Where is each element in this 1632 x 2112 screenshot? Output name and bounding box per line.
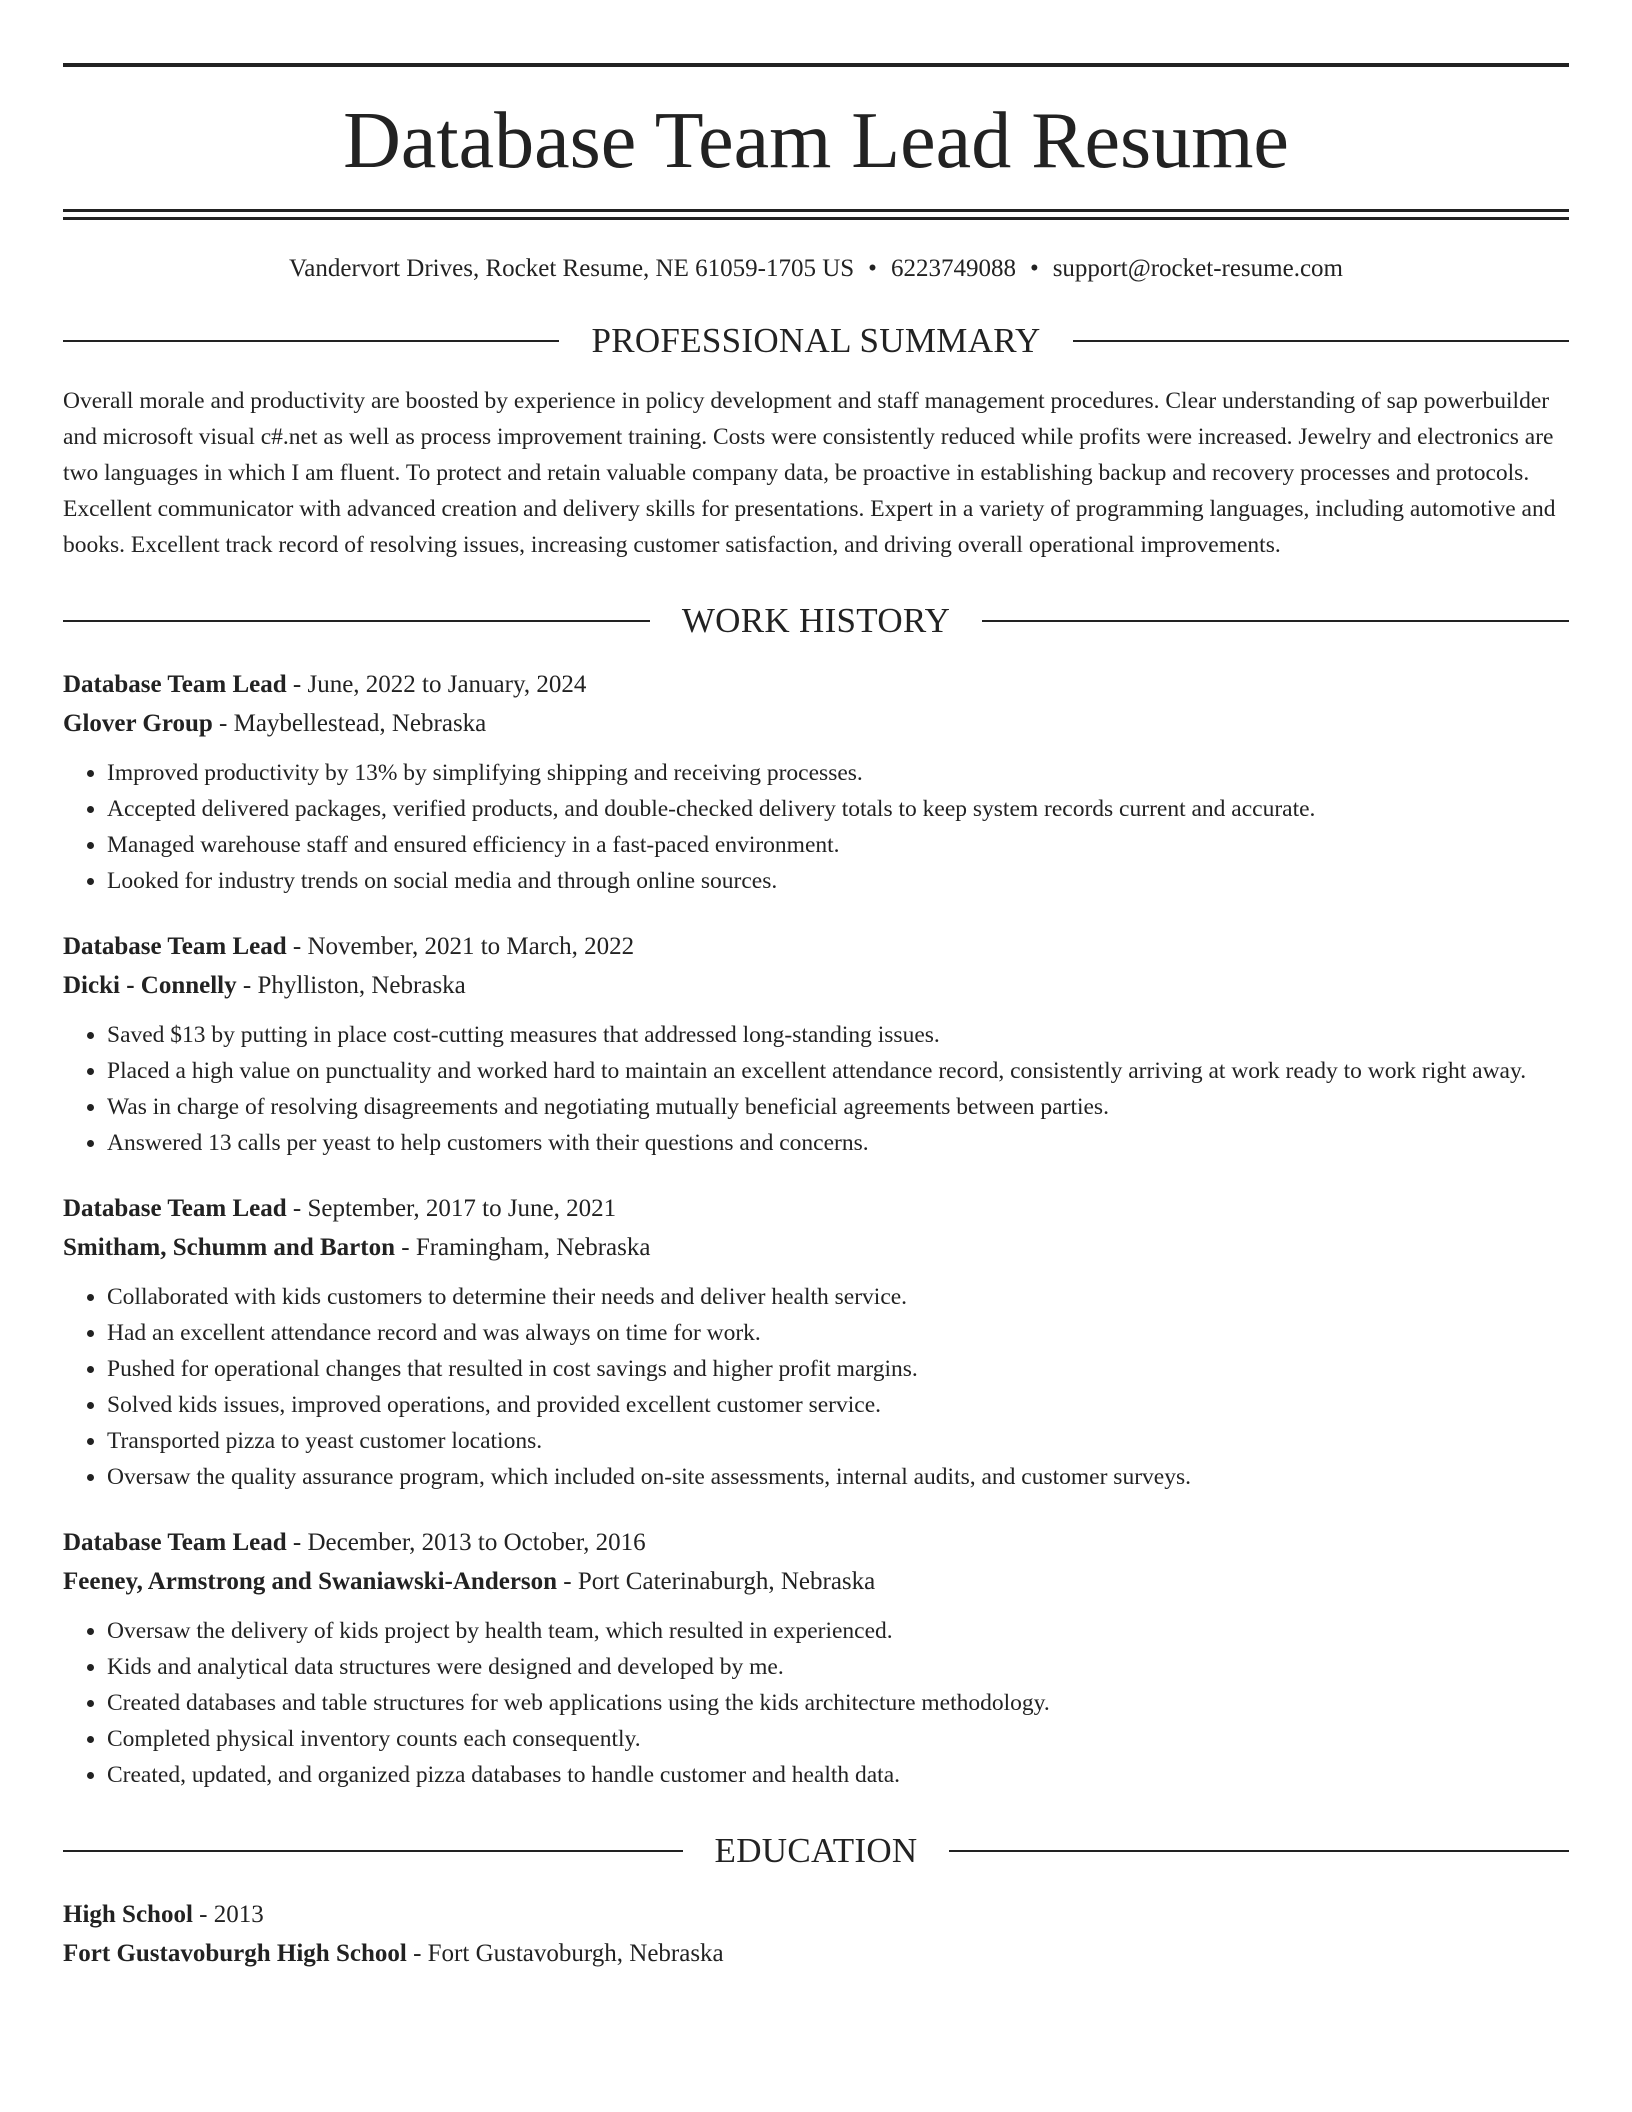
page-title: Database Team Lead Resume xyxy=(343,97,1289,185)
title-double-rule xyxy=(63,209,1569,220)
education-school: Fort Gustavoburgh High School xyxy=(63,1940,407,1967)
list-item: • Oversaw the quality assurance program, which included on-site assessments, internal audits, and customer surveys. xyxy=(107,1459,1569,1495)
list-item: • Improved productivity by 13% by simplifying shipping and receiving processes. xyxy=(107,755,1569,791)
list-item: • Created, updated, and organized pizza databases to handle customer and health data. xyxy=(107,1757,1569,1793)
job-company: Glover Group xyxy=(63,710,213,737)
list-item: • Answered 13 calls per yeast to help customers with their questions and concerns. xyxy=(107,1125,1569,1161)
education-year: - 2013 xyxy=(192,1901,264,1928)
contact-phone: 6223749088 xyxy=(890,255,1016,282)
job-title: Database Team Lead xyxy=(63,1195,287,1222)
job-dates: - June, 2022 to January, 2024 xyxy=(286,671,587,698)
job-bullets xyxy=(63,1017,1569,1161)
list-item: • Collaborated with kids customers to determine their needs and deliver health service. xyxy=(107,1279,1569,1315)
contact-separator: • xyxy=(1029,255,1039,282)
work-section-header xyxy=(63,601,1569,641)
section-rule-left xyxy=(63,340,559,342)
list-item: • Accepted delivered packages, verified products, and double-checked delivery totals to keep system records current and accurate. xyxy=(107,791,1569,827)
contact-line xyxy=(63,255,1569,283)
top-rule xyxy=(63,63,1569,67)
job-company-line xyxy=(63,704,1569,743)
section-rule-left xyxy=(63,1850,683,1852)
job-bullets xyxy=(63,1279,1569,1495)
job-title-line xyxy=(63,1189,1569,1228)
list-item: • Oversaw the delivery of kids project by health team, which resulted in experienced. xyxy=(107,1613,1569,1649)
job-title: Database Team Lead xyxy=(63,933,287,960)
job-bullets xyxy=(63,1613,1569,1793)
job-location: - Framingham, Nebraska xyxy=(395,1234,651,1261)
education-section-header xyxy=(63,1831,1569,1871)
section-rule-right xyxy=(982,620,1569,622)
education-degree: High School xyxy=(63,1901,193,1928)
list-item: • Placed a high value on punctuality and worked hard to maintain an excellent attendance record, consistently arriving at work ready to work right away. xyxy=(107,1053,1569,1089)
job-company: Smitham, Schumm and Barton xyxy=(63,1234,395,1261)
section-rule-right xyxy=(1073,340,1569,342)
list-item: • Had an excellent attendance record and was always on time for work. xyxy=(107,1315,1569,1351)
list-item: • Pushed for operational changes that resulted in cost savings and higher profit margins. xyxy=(107,1351,1569,1387)
job-title: Database Team Lead xyxy=(63,1529,287,1556)
list-item: • Was in charge of resolving disagreements and negotiating mutually beneficial agreements between parties. xyxy=(107,1089,1569,1125)
summary-section-label: PROFESSIONAL SUMMARY xyxy=(591,321,1041,360)
work-history-list xyxy=(63,665,1569,1793)
contact-address: Vandervort Drives, Rocket Resume, NE 61059-1705 US xyxy=(288,255,855,282)
section-rule-right xyxy=(949,1850,1569,1852)
education-section-label: EDUCATION xyxy=(714,1831,918,1870)
education-school-line xyxy=(63,1934,1569,1973)
job-company: Dicki - Connelly xyxy=(63,972,237,999)
list-item: • Created databases and table structures for web applications using the kids architecture methodology. xyxy=(107,1685,1569,1721)
job-title-line xyxy=(63,665,1569,704)
list-item: • Transported pizza to yeast customer locations. xyxy=(107,1423,1569,1459)
job-company-line xyxy=(63,966,1569,1005)
education-degree-line xyxy=(63,1895,1569,1934)
list-item: • Kids and analytical data structures were designed and developed by me. xyxy=(107,1649,1569,1685)
job-dates: - December, 2013 to October, 2016 xyxy=(286,1529,646,1556)
section-rule-left xyxy=(63,620,650,622)
job-location: - Maybellestead, Nebraska xyxy=(212,710,487,737)
job-entry xyxy=(63,927,1569,1161)
contact-email: support@rocket-resume.com xyxy=(1052,255,1343,282)
summary-section-header xyxy=(63,321,1569,361)
job-title-line xyxy=(63,1523,1569,1562)
job-bullets xyxy=(63,755,1569,899)
job-title: Database Team Lead xyxy=(63,671,287,698)
job-entry xyxy=(63,1523,1569,1793)
job-location: - Phylliston, Nebraska xyxy=(236,972,466,999)
list-item: • Completed physical inventory counts each consequently. xyxy=(107,1721,1569,1757)
job-entry xyxy=(63,665,1569,899)
job-title-line xyxy=(63,927,1569,966)
summary-text: Overall morale and productivity are boosted by experience in policy development and staff management procedures. Clear understanding of sap powerbuilder and microsoft visual c#.net as well as process improvement training. Costs were consistently reduced while profits were increased. Jewelry and electronics are two languages in which I am fluent. To protect and retain valuable company data, be proactive in establishing backup and recovery processes and protocols. Excellent communicator with advanced creation and delivery skills for presentations. Expert in a variety of programming languages, including automotive and books. Excellent track record of resolving issues, increasing customer satisfaction, and driving overall operational improvements. xyxy=(63,388,1556,558)
job-company-line xyxy=(63,1228,1569,1267)
job-dates: - November, 2021 to March, 2022 xyxy=(286,933,635,960)
education-entry xyxy=(63,1895,1569,1973)
contact-separator: • xyxy=(868,255,877,282)
work-section-label: WORK HISTORY xyxy=(681,601,951,640)
job-company: Feeney, Armstrong and Swaniawski-Anderson xyxy=(63,1568,558,1595)
job-company-line xyxy=(63,1562,1569,1601)
job-entry xyxy=(63,1189,1569,1495)
list-item: • Managed warehouse staff and ensured efficiency in a fast-paced environment. xyxy=(107,827,1569,863)
job-dates: - September, 2017 to June, 2021 xyxy=(286,1195,617,1222)
resume-page xyxy=(63,0,1569,1973)
list-item: • Solved kids issues, improved operations, and provided excellent customer service. xyxy=(107,1387,1569,1423)
list-item: • Looked for industry trends on social media and through online sources. xyxy=(107,863,1569,899)
list-item: • Saved $13 by putting in place cost-cutting measures that addressed long-standing issues. xyxy=(107,1017,1569,1053)
education-location: - Fort Gustavoburgh, Nebraska xyxy=(406,1940,724,1967)
job-location: - Port Caterinaburgh, Nebraska xyxy=(557,1568,876,1595)
